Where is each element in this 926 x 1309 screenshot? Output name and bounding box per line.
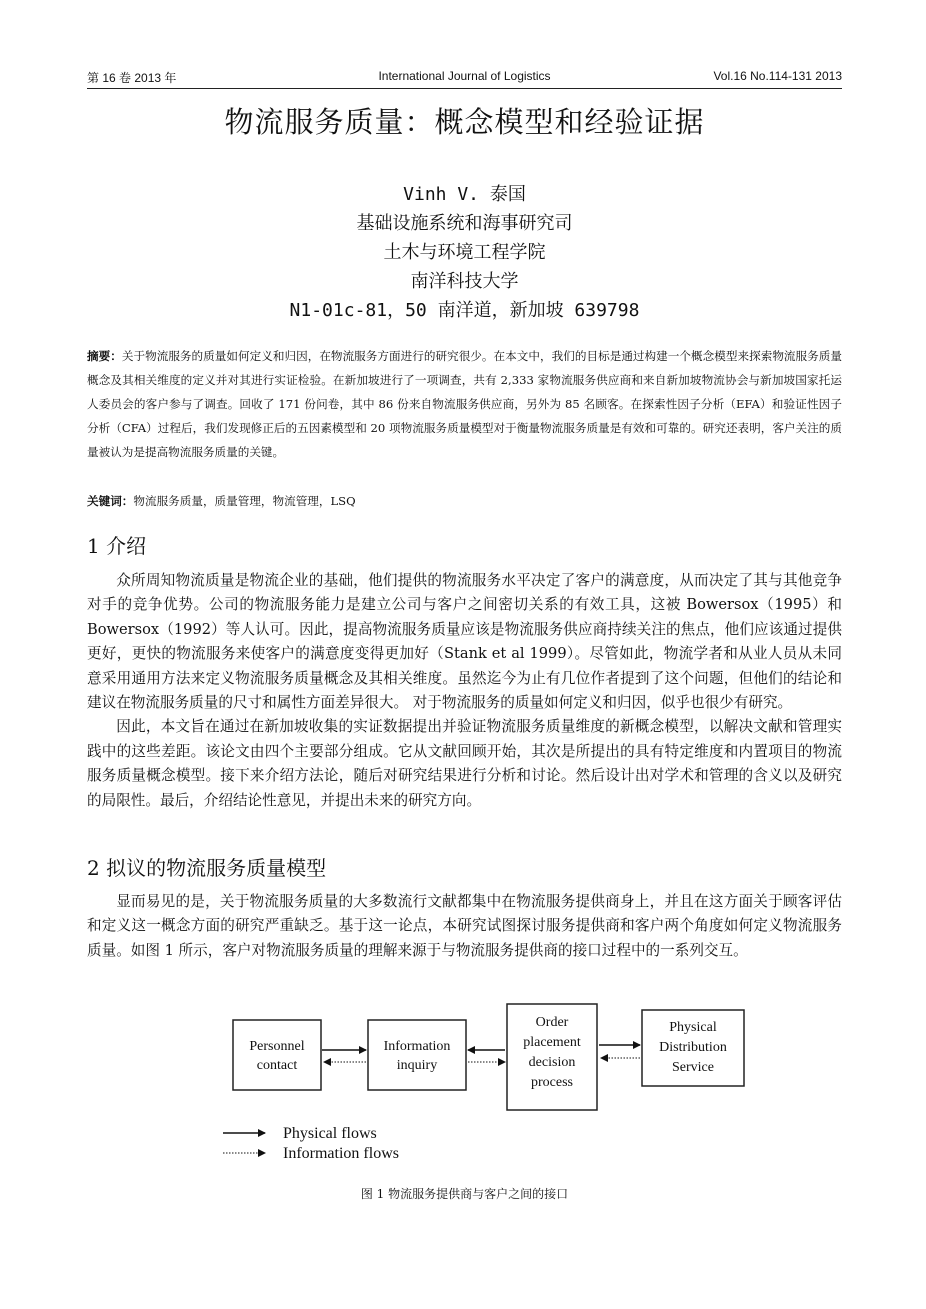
box-label: decision <box>528 1055 576 1070</box>
paragraph: 众所周知物流质量是物流企业的基础，他们提供的物流服务水平决定了客户的满意度，从而决定了其与其他竞争对手的竞争优势。公司的物流服务能力是建立公司与客户之间密切关系的有效工具，这被 Bowersox（1995）和 Bowersox（1992）等人认可。因此，提高物流服务质量应该是物流服务供应商持续关注的焦点，他们应该通过提供更好，更快的物流服务来使客户的满意度变得更加好（Stank et al 1999）。尽管如此，物流学者和从业人员从未同意采用通用方法来定义物流服务质量概念及其相关维度。虽然迄今为止有几位作者提到了这个问题，但他们的结论和建议在物流服务质量的尺寸和属性方面差异很大。 对于物流服务的质量如何定义和归因，似乎也很少有研究。 <box>87 572 842 712</box>
keywords <box>87 489 842 513</box>
affiliation-university: 南洋科技大学 <box>410 271 519 292</box>
box-label: Information <box>383 1039 451 1054</box>
keywords-label: 关键词： <box>87 494 134 508</box>
header-volume: 第 16 卷 2013 年 <box>87 71 177 85</box>
paper-title: 物流服务质量：概念模型和经验证据 <box>224 105 705 139</box>
running-header <box>87 66 842 89</box>
diagram-legend <box>223 1125 399 1162</box>
box-label: Order <box>535 1015 569 1030</box>
box-label: Physical <box>669 1020 717 1035</box>
section-1-heading: 1 介绍 <box>87 534 147 558</box>
affiliation-division: 基础设施系统和海事研究司 <box>356 213 573 234</box>
figure-1-caption: 图 1 物流服务提供商与客户之间的接口 <box>360 1187 569 1201</box>
section-1-body <box>87 569 842 813</box>
section-2-heading: 2 拟议的物流服务质量模型 <box>87 856 327 880</box>
paragraph: 因此，本文旨在通过在新加坡收集的实证数据提出并验证物流服务质量维度的新概念模型，以解决文献和管理实践中的这些差距。该论文由四个主要部分组成。它从文献回顾开始，其次是所提出的具有特定维度和内置项目的物流服务质量概念模型。接下来介绍方法论，随后对研究结果进行分析和讨论。然后设计出对学术和管理的含义以及研究的局限性。最后，介绍结论性意见，并提出未来的研究方向。 <box>87 718 842 809</box>
legend-physical-label: Physical flows <box>283 1125 377 1142</box>
header-journal: International Journal of Logistics <box>378 69 551 83</box>
box-label: inquiry <box>396 1058 438 1073</box>
affiliation-school: 土木与环境工程学院 <box>383 242 546 263</box>
affiliation-address: N1-01c-81，50 南洋道，新加坡 639798 <box>289 300 640 321</box>
box-label: Personnel <box>249 1039 305 1054</box>
paragraph: 显而易见的是，关于物流服务质量的大多数流行文献都集中在物流服务提供商身上，并且在这方面关于顾客评估和定义这一概念方面的研究严重缺乏。基于这一论点，本研究试图探讨服务提供商和客户两个角度如何定义物流服务质量。如图 1 所示，客户对物流服务质量的理解来源于与物流服务提供商的接口过程中的一系列交互。 <box>87 893 842 959</box>
box-label: Service <box>672 1060 714 1075</box>
diagram-box-order-placement <box>507 1004 597 1110</box>
abstract-label: 摘要： <box>87 349 122 363</box>
box-label: Distribution <box>659 1040 727 1055</box>
author-block <box>87 180 842 325</box>
keywords-text: 物流服务质量，质量管理，物流管理，LSQ <box>133 494 356 508</box>
abstract <box>87 344 842 464</box>
abstract-text: 关于物流服务的质量如何定义和归因，在物流服务方面进行的研究很少。在本文中，我们的目标是通过构建一个概念模型来探索物流服务质量概念及其相关维度的定义并对其进行实证检验。在新加坡进行了一项调查，共有 2,333 家物流服务供应商和来自新加坡物流协会与新加坡国家托运人委员会的客户参与了调查。回收了 171 份问卷，其中 86 份来自物流服务供应商，另外为 85 名顾客。在探索性因子分析（EFA）和验证性因子分析（CFA）过程后，我们发现修正后的五因素模型和 20 项物流服务质量模型对于衡量物流服务质量是有效和可靠的。研究还表明，客户关注的质量被认为是提高物流服务质量的关键。 <box>87 349 842 459</box>
diagram-box-personnel-contact <box>233 1020 321 1090</box>
box-label: placement <box>523 1035 581 1050</box>
figure-1-diagram <box>215 1000 745 1170</box>
section-2-body <box>87 890 842 963</box>
diagram-box-physical-distribution <box>642 1010 744 1086</box>
header-issue: Vol.16 No.114-131 2013 <box>713 69 842 83</box>
author-name: Vinh V. 泰国 <box>403 184 526 205</box>
box-label: process <box>531 1075 573 1090</box>
box-label: contact <box>256 1058 298 1073</box>
legend-information-label: Information flows <box>283 1145 399 1162</box>
diagram-box-information-inquiry <box>368 1020 466 1090</box>
